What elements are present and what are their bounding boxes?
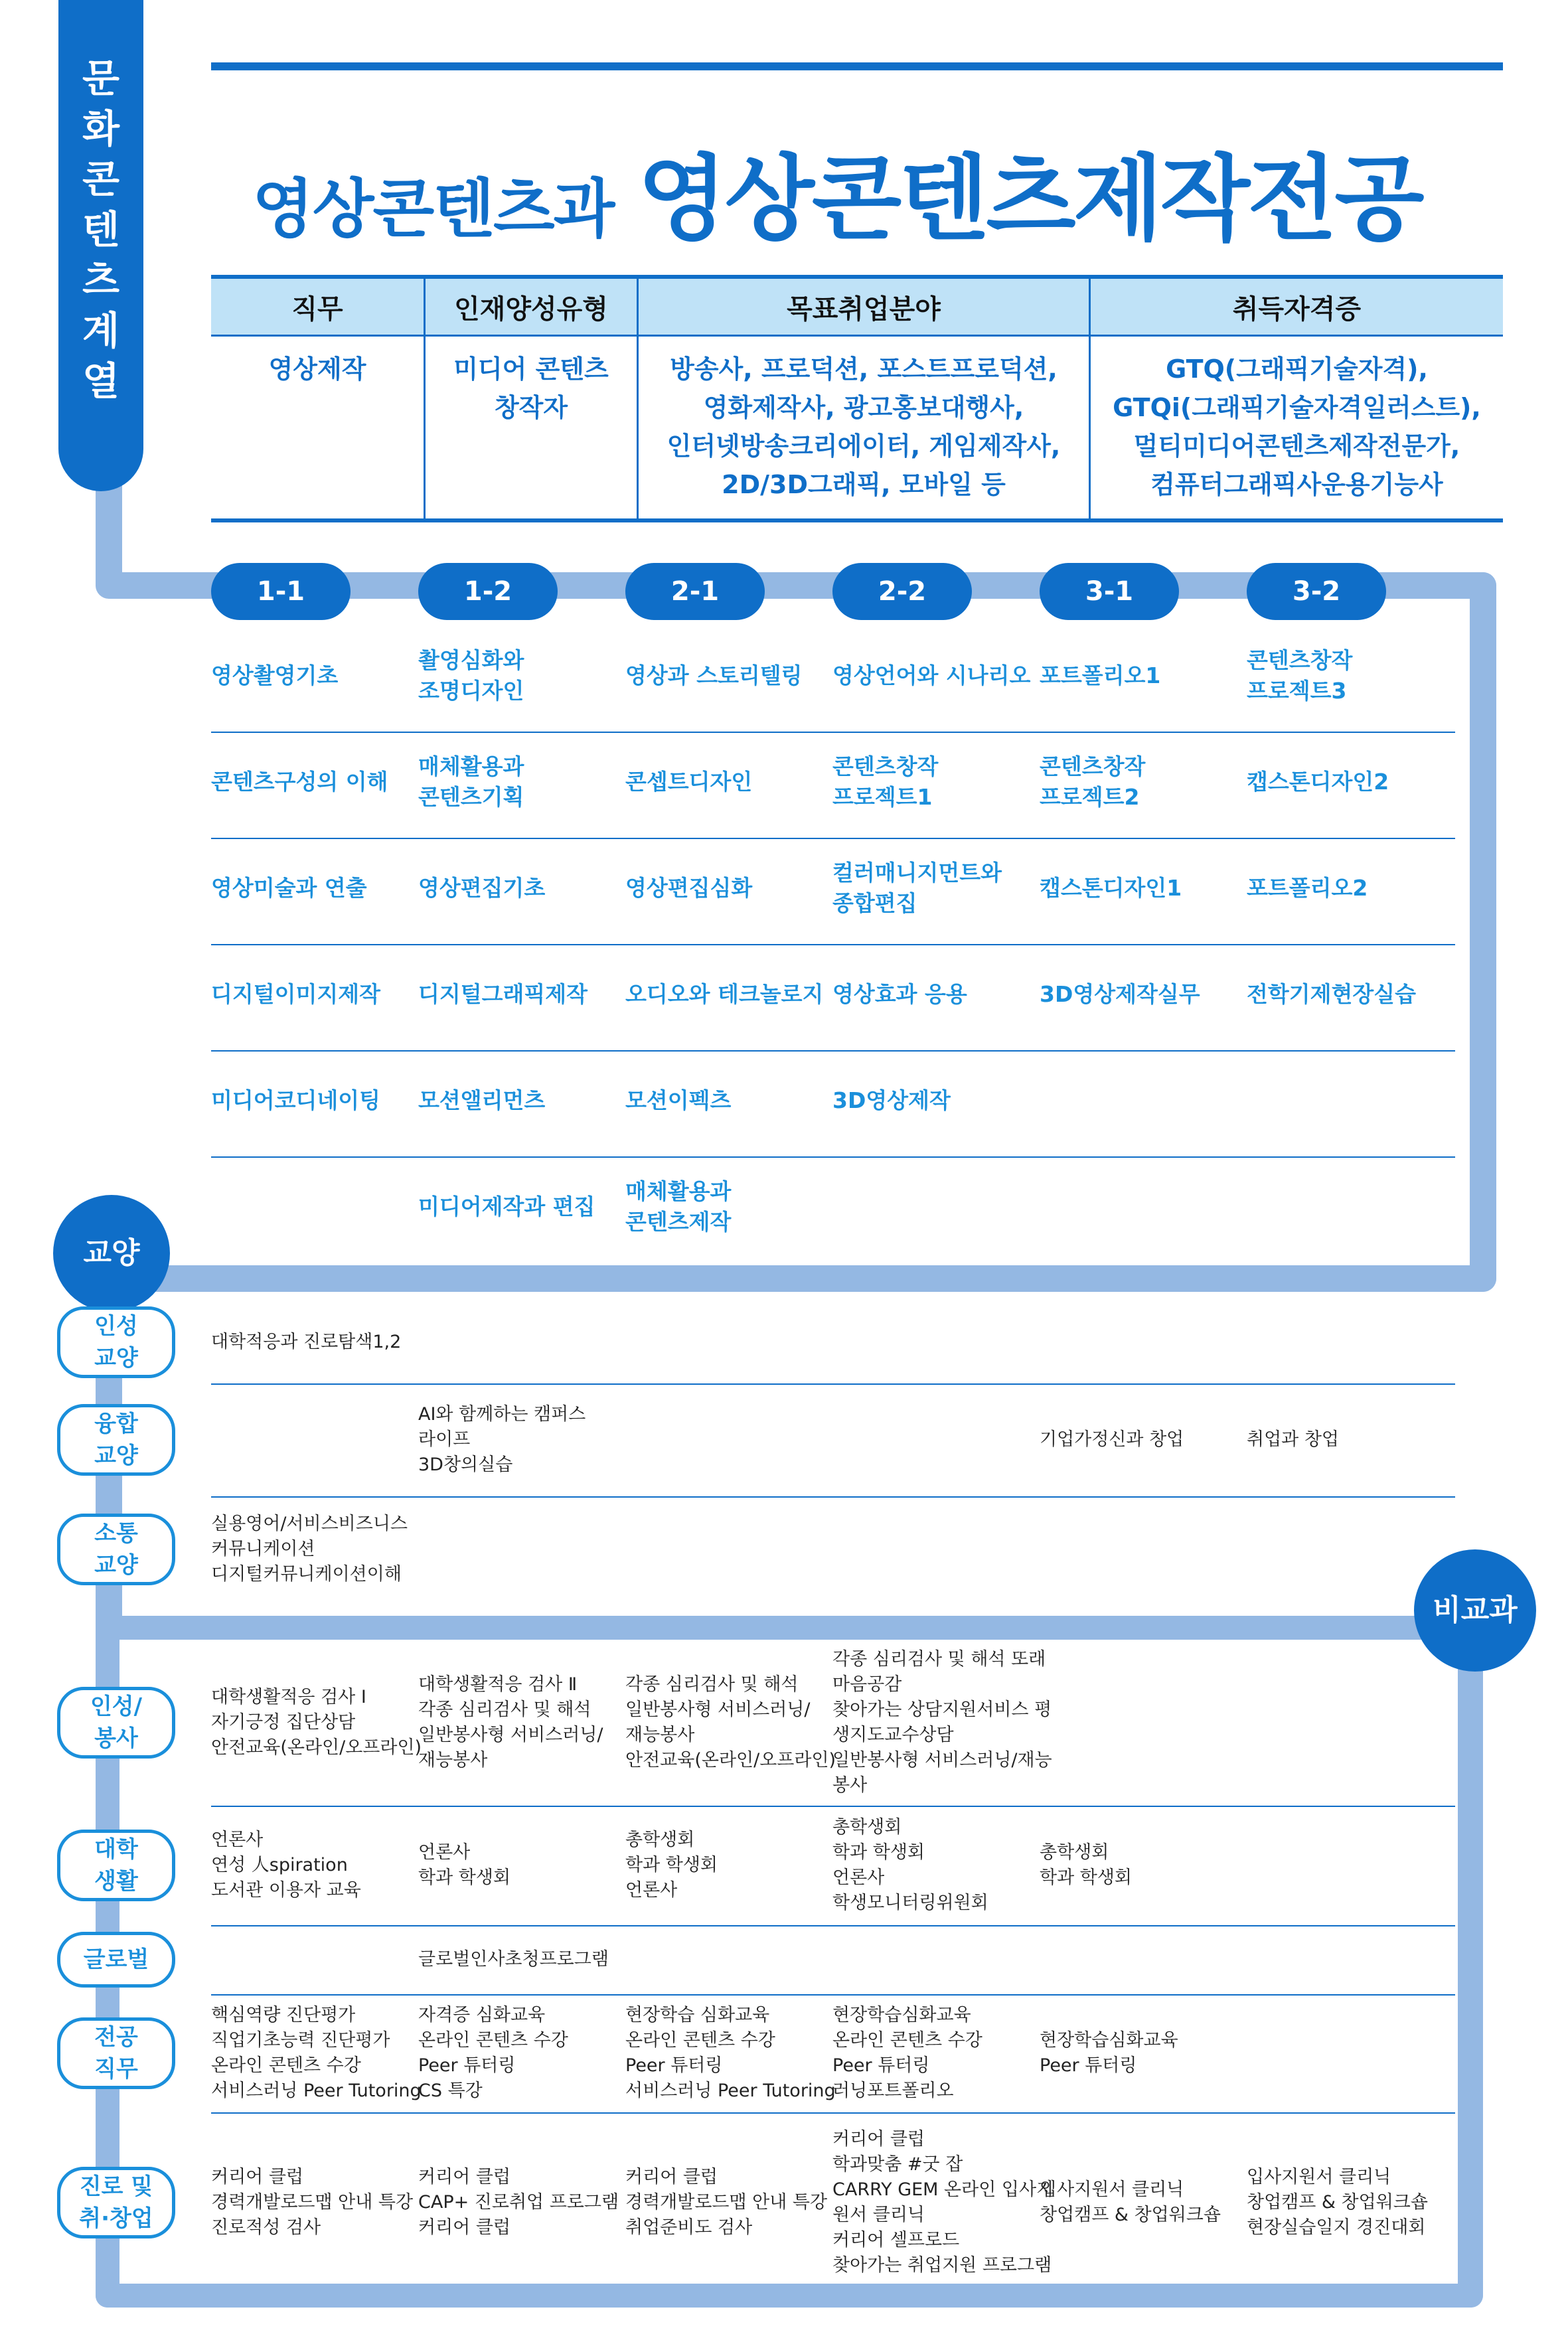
major-course: 영상미술과 연출 bbox=[211, 875, 367, 901]
major-course: 모션이펙츠 bbox=[625, 1087, 732, 1113]
row-divider bbox=[211, 1383, 1455, 1385]
flow-pipe bbox=[1458, 1616, 1483, 2308]
liberal-item: 실용영어/서비스비즈니스 커뮤니케이션 디지털커뮤니케이션이해 bbox=[211, 1514, 408, 1585]
extra-category-label: 진로 및 취·창업 bbox=[57, 2167, 175, 2238]
major-course: 미디어코디네이팅 bbox=[211, 1087, 381, 1113]
major-course: 영상편집심화 bbox=[625, 875, 753, 901]
header-job: 직무 bbox=[211, 277, 425, 336]
liberal-item: 취업과 창업 bbox=[1247, 1429, 1339, 1450]
cell-target-field: 방송사, 프로덕션, 포스트프로덕션, 영화제작사, 광고홍보대행사, 인터넷방송크리에이터, 게임제작사, 2D/3D그래픽, 모바일 등 bbox=[638, 336, 1090, 521]
major-course: 3D영상제작실무 bbox=[1040, 981, 1200, 1007]
semester-pill: 2-2 bbox=[832, 563, 972, 620]
major-course: 영상효과 응용 bbox=[832, 981, 967, 1007]
major-course: 영상언어와 시나리오 bbox=[832, 663, 1031, 688]
major-course: 캡스톤디자인1 bbox=[1040, 875, 1182, 901]
major-course: 영상과 스토리텔링 bbox=[625, 663, 803, 688]
cell-job: 영상제작 bbox=[211, 336, 425, 521]
major-course: 미디어제작과 편집 bbox=[418, 1194, 595, 1219]
extra-item: 총학생회 학과 학생회 언론사 학생모니터링위원회 bbox=[832, 1817, 988, 1913]
liberal-item: 기업가정신과 창업 bbox=[1040, 1429, 1184, 1450]
major-course: 영상촬영기초 bbox=[211, 663, 339, 688]
extra-category-label: 전공 직무 bbox=[57, 2017, 175, 2089]
header-certificates: 취득자격증 bbox=[1090, 277, 1504, 336]
major-course: 콘텐츠창작 프로젝트2 bbox=[1040, 753, 1146, 810]
semester-pill: 3-2 bbox=[1247, 563, 1386, 620]
extra-item: 언론사 학과 학생회 bbox=[418, 1842, 510, 1888]
major-course: 디지털이미지제작 bbox=[211, 981, 381, 1007]
row-divider bbox=[211, 838, 1455, 839]
major-course: 매체활용과 콘텐츠제작 bbox=[625, 1178, 732, 1235]
flow-pipe bbox=[96, 1616, 1483, 1640]
extra-category-label: 글로벌 bbox=[57, 1932, 175, 1988]
info-table bbox=[211, 275, 1503, 522]
major-course: 3D영상제작 bbox=[832, 1087, 951, 1113]
major-course: 디지털그래픽제작 bbox=[418, 981, 588, 1007]
row-divider bbox=[211, 1496, 1455, 1498]
major-title: 영상콘텐츠제작전공 bbox=[637, 145, 1422, 254]
major-course: 전학기제현장실습 bbox=[1247, 981, 1417, 1007]
major-course: 포트폴리오2 bbox=[1247, 875, 1368, 901]
liberal-item: AI와 함께하는 캠퍼스 라이프 3D창의실습 bbox=[418, 1404, 586, 1475]
extra-item: 언론사 연성 人spiration 도서관 이용자 교육 bbox=[211, 1830, 361, 1901]
extra-item: 대학생활적응 검사 Ⅱ 각종 심리검사 및 해석 일반봉사형 서비스러닝/ 재능봉사 bbox=[418, 1674, 603, 1770]
row-divider bbox=[211, 2112, 1455, 2114]
extracurricular-badge: 비교과 bbox=[1414, 1549, 1536, 1672]
major-course: 모션앨리먼츠 bbox=[418, 1087, 546, 1113]
extra-item: 현장학습 심화교육 온라인 콘텐츠 수강 Peer 튜터링 서비스러닝 Peer Tutoring bbox=[625, 2005, 836, 2101]
major-course: 콘텐츠구성의 이해 bbox=[211, 769, 388, 795]
major-course: 콘텐츠창작 프로젝트3 bbox=[1247, 647, 1353, 704]
major-course: 매체활용과 콘텐츠기획 bbox=[418, 753, 524, 810]
extra-item: 현장학습심화교육 Peer 튜터링 bbox=[1040, 2030, 1178, 2076]
extra-item: 입사지원서 클리닉 창업캠프 & 창업워크숍 현장실습일지 경진대회 bbox=[1247, 2167, 1428, 2238]
major-course: 오디오와 테크놀로지 bbox=[625, 981, 824, 1007]
flow-pipe bbox=[96, 2284, 1483, 2308]
liberal-item: 대학적응과 진로탐색1,2 bbox=[211, 1332, 402, 1352]
semester-pill: 1-1 bbox=[211, 563, 351, 620]
liberal-category-label: 인성 교양 bbox=[57, 1306, 175, 1378]
extra-item: 각종 심리검사 및 해석 일반봉사형 서비스러닝/ 재능봉사 안전교육(온라인/오프라인) bbox=[625, 1674, 836, 1770]
row-divider bbox=[211, 1925, 1455, 1926]
extra-item: 커리어 클럽 경력개발로드맵 안내 특강 취업준비도 검사 bbox=[625, 2167, 828, 2238]
extra-item: 글로벌인사초청프로그램 bbox=[418, 1949, 609, 1970]
major-course: 콘텐츠창작 프로젝트1 bbox=[832, 753, 939, 810]
cell-certificates: GTQ(그래픽기술자격), GTQi(그래픽기술자격일러스트), 멀티미디어콘텐츠제작전문가, 컴퓨터그래픽사운용기능사 bbox=[1090, 336, 1504, 521]
extra-category-label: 인성/ 봉사 bbox=[57, 1687, 175, 1759]
extra-item: 대학생활적응 검사 Ⅰ 자기긍정 집단상담 안전교육(온라인/오프라인) bbox=[211, 1687, 422, 1758]
extra-item: 현장학습심화교육 온라인 콘텐츠 수강 Peer 튜터링 러닝포트폴리오 bbox=[832, 2005, 982, 2101]
flow-pipe bbox=[1470, 572, 1496, 1292]
major-course: 촬영심화와 조명디자인 bbox=[418, 647, 524, 704]
extra-item: 커리어 클럽 학과맞춤 #굿 잡 CARRY GEM 온라인 입사지 원서 클리닉 커리어 셀프로드 찾아가는 취업지원 프로그램 bbox=[832, 2129, 1054, 2276]
major-course: 캡스톤디자인2 bbox=[1247, 769, 1389, 795]
major-course: 포트폴리오1 bbox=[1040, 663, 1161, 688]
extra-item: 각종 심리검사 및 해석 또래 마음공감 찾아가는 상담지원서비스 평 생지도교수상담 일반봉사형 서비스러닝/재능 봉사 bbox=[832, 1649, 1052, 1796]
row-divider bbox=[211, 1156, 1455, 1158]
header-talent-type: 인재양성유형 bbox=[425, 277, 638, 336]
title-top-rule bbox=[211, 62, 1503, 70]
semester-pill: 2-1 bbox=[625, 563, 765, 620]
extra-item: 커리어 클럽 CAP+ 진로취업 프로그램 커리어 클럽 bbox=[418, 2167, 619, 2238]
page-title bbox=[252, 125, 1422, 258]
liberal-arts-badge: 교양 bbox=[53, 1195, 170, 1312]
cell-talent-type: 미디어 콘텐츠 창작자 bbox=[425, 336, 638, 521]
row-divider bbox=[211, 732, 1455, 733]
extra-item: 총학생회 학과 학생회 언론사 bbox=[625, 1830, 718, 1901]
row-divider bbox=[211, 1050, 1455, 1052]
semester-pill: 1-2 bbox=[418, 563, 558, 620]
extra-category-label: 대학 생활 bbox=[57, 1830, 175, 1901]
department-label: 문화콘텐츠계열 bbox=[82, 56, 120, 404]
extra-item: 커리어 클럽 경력개발로드맵 안내 특강 진로적성 검사 bbox=[211, 2167, 414, 2238]
flow-pipe bbox=[96, 1265, 1496, 1292]
extra-item: 핵심역량 진단평가 직업기초능력 진단평가 온라인 콘텐츠 수강 서비스러닝 Peer Tutoring bbox=[211, 2005, 422, 2101]
liberal-category-label: 융합 교양 bbox=[57, 1404, 175, 1476]
major-course: 컬러매니지먼트와 종합편집 bbox=[832, 860, 1002, 916]
department-title: 영상콘텐츠과 bbox=[252, 172, 614, 246]
extra-item: 자격증 심화교육 온라인 콘텐츠 수강 Peer 튜터링 CS 특강 bbox=[418, 2005, 568, 2101]
major-course: 영상편집기초 bbox=[418, 875, 546, 901]
extra-item: 입사지원서 클리닉 창업캠프 & 창업워크숍 bbox=[1040, 2179, 1221, 2225]
major-course: 콘셉트디자인 bbox=[625, 769, 753, 795]
semester-pill: 3-1 bbox=[1040, 563, 1179, 620]
liberal-category-label: 소통 교양 bbox=[57, 1514, 175, 1585]
header-target-field: 목표취업분야 bbox=[638, 277, 1090, 336]
row-divider bbox=[211, 1806, 1455, 1807]
row-divider bbox=[211, 944, 1455, 945]
row-divider bbox=[211, 1994, 1455, 1996]
extra-item: 총학생회 학과 학생회 bbox=[1040, 1842, 1132, 1888]
